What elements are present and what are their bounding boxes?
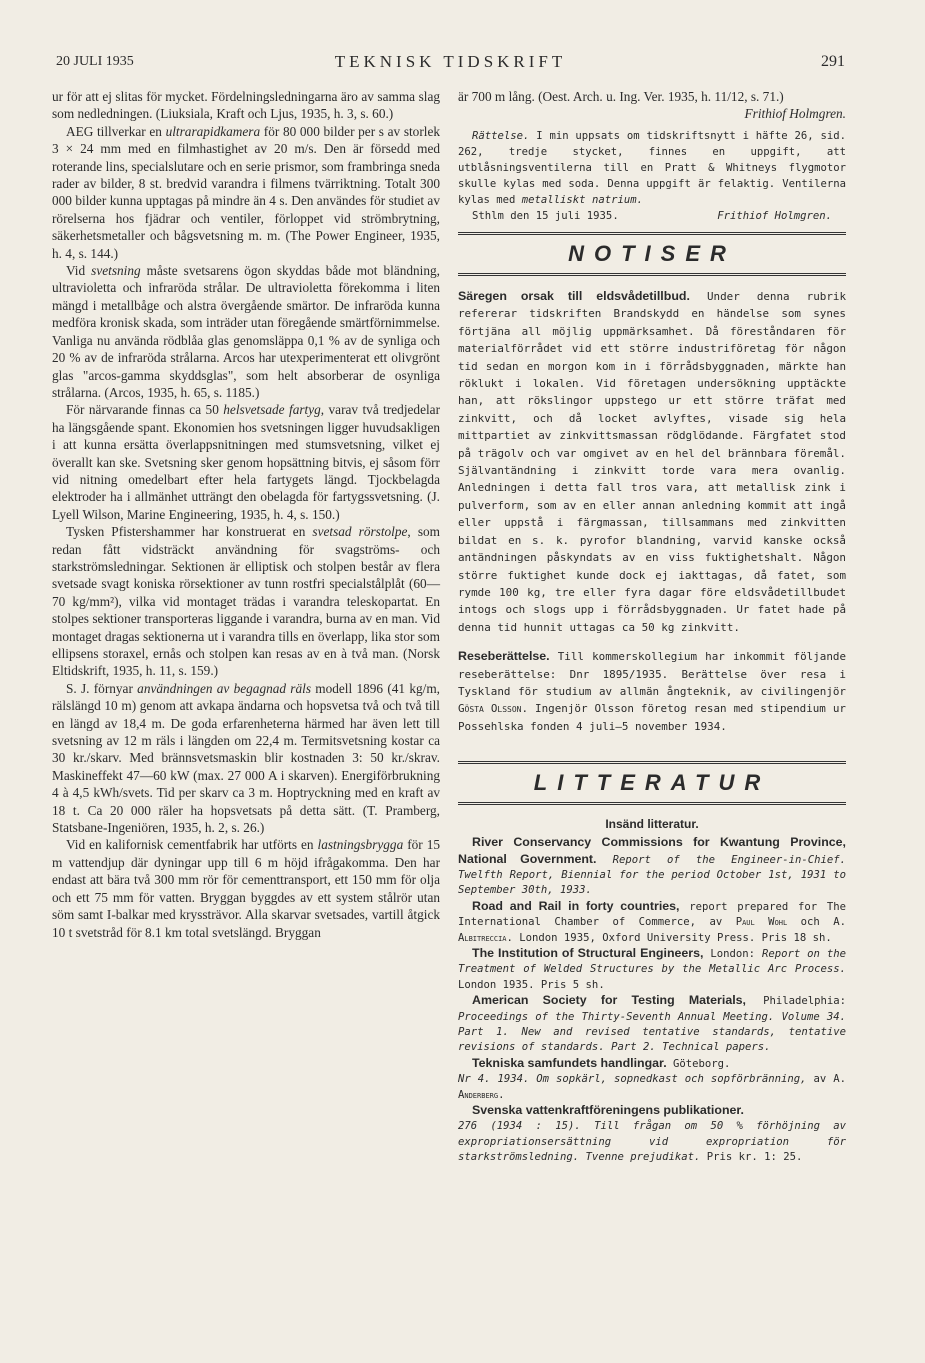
notice-item: Reseberättelse. Till kommerskollegium har inkommit följande reseberättelse: Dnr 1895/1935. Berättelse över resa i Tyskland för studium av allmän ångteknik, av civilingenjör Gösta Olsson. Ingenjör Olsson företog resan med stipendium ur Possehlska fonden 4 juli—5 november 1934. bbox=[458, 649, 846, 733]
divider bbox=[458, 802, 846, 805]
paragraph: AEG tillverkar en ultrarapidkamera för 80 000 bilder per s av storlek 3 × 24 mm med en filmhastighet av 20 m/s. Den är försedd med roterande lins, specialslutare och en serie prismor, som frambringa sneda rader av bilder, 8 st. bredvid varandra i filmens tvärriktning. Totalt 300 000 bilder kunna upptagas på mindre än 4 s. Den användes för studiet av rörelserna hos fjädrar och ventiler, förloppet vid strömbrytning, säkerhetsmetaller och bågsvetsning m. m. (The Power Engineer, 1935, h. 4, s. 144.) bbox=[52, 123, 441, 261]
divider bbox=[458, 232, 846, 235]
page-number: 291 bbox=[821, 53, 845, 70]
literature-entry: Tekniska samfundets handlingar. Göteborg. Nr 4. 1934. Om sopkärl, sopnedkast och sopförbränning, av A. Anderberg. bbox=[458, 1055, 846, 1101]
journal-title: TEKNISK TIDSKRIFT bbox=[334, 52, 567, 71]
paragraph: Vid en kalifornisk cementfabrik har utförts en lastningsbrygga för 15 m vattendjup där dyningar upp till 6 m höjd ifrågakomma. Den har endast att bära två 300 mm rör för cementtransport, ett 150 mm för olja och ett 75 mm för vatten. Bryggan byggdes av ett system stålrör utan söm samt I-balkar med kryssträvor. Alla skarvar svetsades, vartill åtgick 10 t svetstråd för 8.1 km total svetslängd. Bryggan bbox=[52, 837, 440, 940]
page-header bbox=[56, 52, 845, 76]
paragraph: S. J. förnyar användningen av begagnad räls modell 1896 (41 kg/m, rälslängd 10 m) genom att avkapa ändarna och hopsvetsa två och två till en längd av 18,4 m. De goda erfarenheterna härmed har även lett till svetsning av 12 m räls i längden om 22,4 m. Termitsvetsning kostar ca 30 kr./skarv. Med brännsvetsmaskin blir kostnaden 3: 50 kr./skrav. Maskineffekt 47—60 kW (max. 27 000 A i skarven). Energiförbrukning 4 à 4,5 kWh/svets. Tid per skarv ca 3 m. Hoptryckning med en kraft av 18 t. Ca 20 000 räler ha hopsvetsats på detta sätt. (T. Pramberg, Statsbane-Ingeniören, 1935, h. 2, s. 26.) bbox=[52, 680, 440, 836]
litteratur-heading: LITTERATUR bbox=[533, 770, 771, 796]
paragraph: Tysken Pfistershammer har konstruerat en svetsad rörstolpe, som redan fått vidsträckt användning för svagströms- och starkströmsledningar. Sektionen är elliptisk och stolpen består av flera svetsade svagt koniska rörsektioner av tunn rostfri specialstålplåt (60—70 kg/mm²), vilka vid montaget trädas i varandra teleskopartat. En stolpes sektioner transporteras liggande i varandra, burna av en man. Vid montaget dragas sektionerna ut i varandra tills en överlapp, lika stor som ellipsens storaxel, ernås och stolpen kan resas av en à två man. (Norsk Eltidskrift, 1935, h. 11, s. 159.) bbox=[52, 524, 440, 679]
divider bbox=[458, 273, 846, 276]
paragraph: Vid svetsning måste svetsarens ögon skyddas både mot bländning, ultravioletta och infraröda strålar. De ultravioletta förekomma i liten mängd i metallbåge och alstra övergående smärtor. De infraröda kunna medföra kronisk skada, som inträder utan föregående smärtförnimmelse. Vanliga nu använda rödblåa glas genomsläppa 0,1 % av de synliga och 20 % av de infraröda strålarna. Arcos har utexperimenterat ett olivgrönt glas "arcos-gamma skyddsglas", som helt absorberar de osynliga strålarna. (Arcos, 1935, h. 65, s. 1185.) bbox=[52, 263, 440, 400]
notice-item: Säregen orsak till eldsvådetillbud. Under denna rubrik refererar tidskriften Brandskydd en händelse som synes förtjäna all möjlig uppmärksamhet. Då föreståndaren för materialförrådet vid ett större industriföretag för någon tid sedan en morgon kom in i förrådsbyggnaden, märkte han röklukt i lokalen. Vid företagen undersökning upptäckte han, att rökslingor uppstego ur ett större träfat med zinkvitt, och då locket avlyftes, visade sig hela mittpartiet av zinkvittsmassan rödglödande. Färgfatet stod på trägolv och var omgivet av en hel del brännbara föremål. Självantändning i zinkvitt torde vara mera ovanlig. Anledningen i detta fall tros vara, att metallisk zink i pulverform, som av en eller annan anledning kommit att ingå eller uppstå i färgmassan, tillsammans med zinkvitten bildat en s. k. pyrofor blandning, varvid kanske också antändningen påskyndats av en viss fuktighetshalt. Någon större fuktighet kunde dock ej iakttagas, då fatet, som rymde 100 kg, tre eller fyra dagar före eldsvådetillbudet intogs och slogs upp i förrådsbyggnaden. Ur fatet hade på denna tid hunnit uttagas ca 50 kg zinkvitt. bbox=[458, 289, 846, 634]
paragraph: ur för att ej slitas för mycket. Fördelningsledningarna äro av samma slag som nedledningen. (Liuksiala, Kraft och Ljus, 1935, h. 3, s. 60.) bbox=[52, 89, 440, 122]
issue-date: 20 JULI 1935 bbox=[56, 54, 134, 69]
correction-signoff: Sthlm den 15 juli 1935. Frithiof Holmgren. bbox=[472, 210, 832, 222]
subheading: Insänd litteratur. bbox=[605, 817, 699, 832]
literature-entry: Svenska vattenkraftföreningens publikationer. 276 (1934 : 15). Till frågan om 50 % förhöjning av expropriationsersättning vid expropriation för starkströmsledning. Tvenne prejudikat. Pris kr. 1: 25. bbox=[458, 1103, 846, 1164]
literature-entry: Road and Rail in forty countries, report prepared for The International Chamber of Commerce, av Paul Wohl och A. Albitreccia. London 1935, Oxford University Press. Pris 18 sh. bbox=[458, 898, 847, 944]
signature: Frithiof Holmgren. bbox=[744, 106, 846, 121]
divider bbox=[458, 761, 846, 764]
paragraph: För närvarande finnas ca 50 helsvetsade fartyg, varav två tredjedelar ha längsgående spant. Ekonomien hos svetsningen ligger huvudsakligen i att kunna ersätta överlappsnitningen med stumsvetsning, vilket ej överallt kan ske. Svetsning sker genom hopsättning bitvis, ej såsom förr vid nitning omedelbart efter hela fartygets längd. Tjockbelagda elektroder ha i allmänhet utträngt den obelagda för fartygssvetsning. (J. Lyell Wilson, Marine Engineering, 1935, h. 4, s. 150.) bbox=[52, 402, 440, 522]
literature-entry: The Institution of Structural Engineers, London: Report on the Treatment of Welded Structures by the Metallic Arc Process. London 1935. Pris 5 sh. bbox=[458, 946, 846, 991]
literature-entry: American Society for Testing Materials, Philadelphia: Proceedings of the Thirty-Seventh Annual Meeting. Volume 34. Part 1. New and revised tentative standards, tentative revisions of standards. Part 2. Technical papers. bbox=[458, 993, 846, 1054]
correction-note: Rättelse. I min uppsats om tidskriftsnytt i häfte 26, sid. 262, tredje stycket, finnes en uppgift, att utblåsningsventilerna till en Pratt & Whitneys flygmotor skulle kylas med soda. Denna uppgift är felaktig. Ventilerna kylas med metalliskt natrium. bbox=[458, 130, 846, 206]
literature-entry: River Conservancy Commissions for Kwantung Province, National Government. Report of the Engineer-in-Chief. Twelfth Report, Biennial for the period October 1st, 1931 to September 30th, 1933. bbox=[458, 835, 846, 897]
continued-paragraph: är 700 m lång. (Oest. Arch. u. Ing. Ver. 1935, h. 11/12, s. 71.) Frithiof Holmgren. bbox=[458, 89, 846, 121]
notiser-heading: NOTISER bbox=[568, 241, 736, 266]
right-column bbox=[458, 88, 846, 1166]
left-column bbox=[52, 88, 440, 941]
